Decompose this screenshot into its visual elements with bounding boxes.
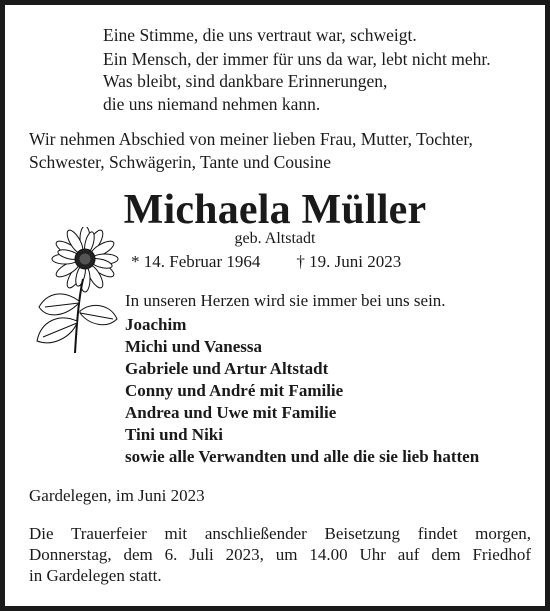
funeral-line: in Gardelegen statt. (29, 566, 162, 585)
mourners-heading: In unseren Herzen wird sie immer bei uns sein. (125, 291, 446, 310)
funeral-line: Donnerstag, dem 6. Juli 2023, um 14.00 Uhr auf dem Friedhof (29, 545, 531, 564)
mourner-name: Gabriele und Artur Altstadt (125, 359, 329, 378)
mourner-name: Joachim (125, 315, 187, 334)
mourner-name: Tini und Niki (125, 425, 223, 444)
birth-name: geb. Altstadt (234, 230, 316, 247)
mourner-name: Conny und André mit Familie (125, 381, 344, 400)
place-date: Gardelegen, im Juni 2023 (29, 486, 205, 505)
intro-line: Wir nehmen Abschied von meiner lieben Frau, Mutter, Tochter, (29, 129, 473, 149)
poem-line: die uns niemand nehmen kann. (103, 94, 321, 114)
funeral-notice (29, 523, 531, 586)
funeral-line: Die Trauerfeier mit anschließender Beisetzung findet morgen, (29, 524, 531, 543)
intro-line: Schwester, Schwägerin, Tante und Cousine (29, 152, 331, 172)
death-date: † 19. Juni 2023 (296, 252, 402, 271)
life-dates (131, 253, 401, 270)
poem-line: Was bleibt, sind dankbare Erinnerungen, (103, 71, 388, 91)
mourner-name: Michi und Vanessa (125, 337, 262, 356)
poem-line: Ein Mensch, der immer für uns da war, lebt nicht mehr. (103, 49, 491, 69)
deceased-name: Michaela Müller (123, 187, 427, 233)
poem-line: Eine Stimme, die uns vertraut war, schweigt. (103, 25, 417, 45)
birth-date: * 14. Februar 1964 (131, 252, 261, 271)
mourner-name: sowie alle Verwandten und alle die sie lieb hatten (125, 447, 480, 466)
mourner-name: Andrea und Uwe mit Familie (125, 403, 337, 422)
sunflower-icon (33, 227, 123, 355)
